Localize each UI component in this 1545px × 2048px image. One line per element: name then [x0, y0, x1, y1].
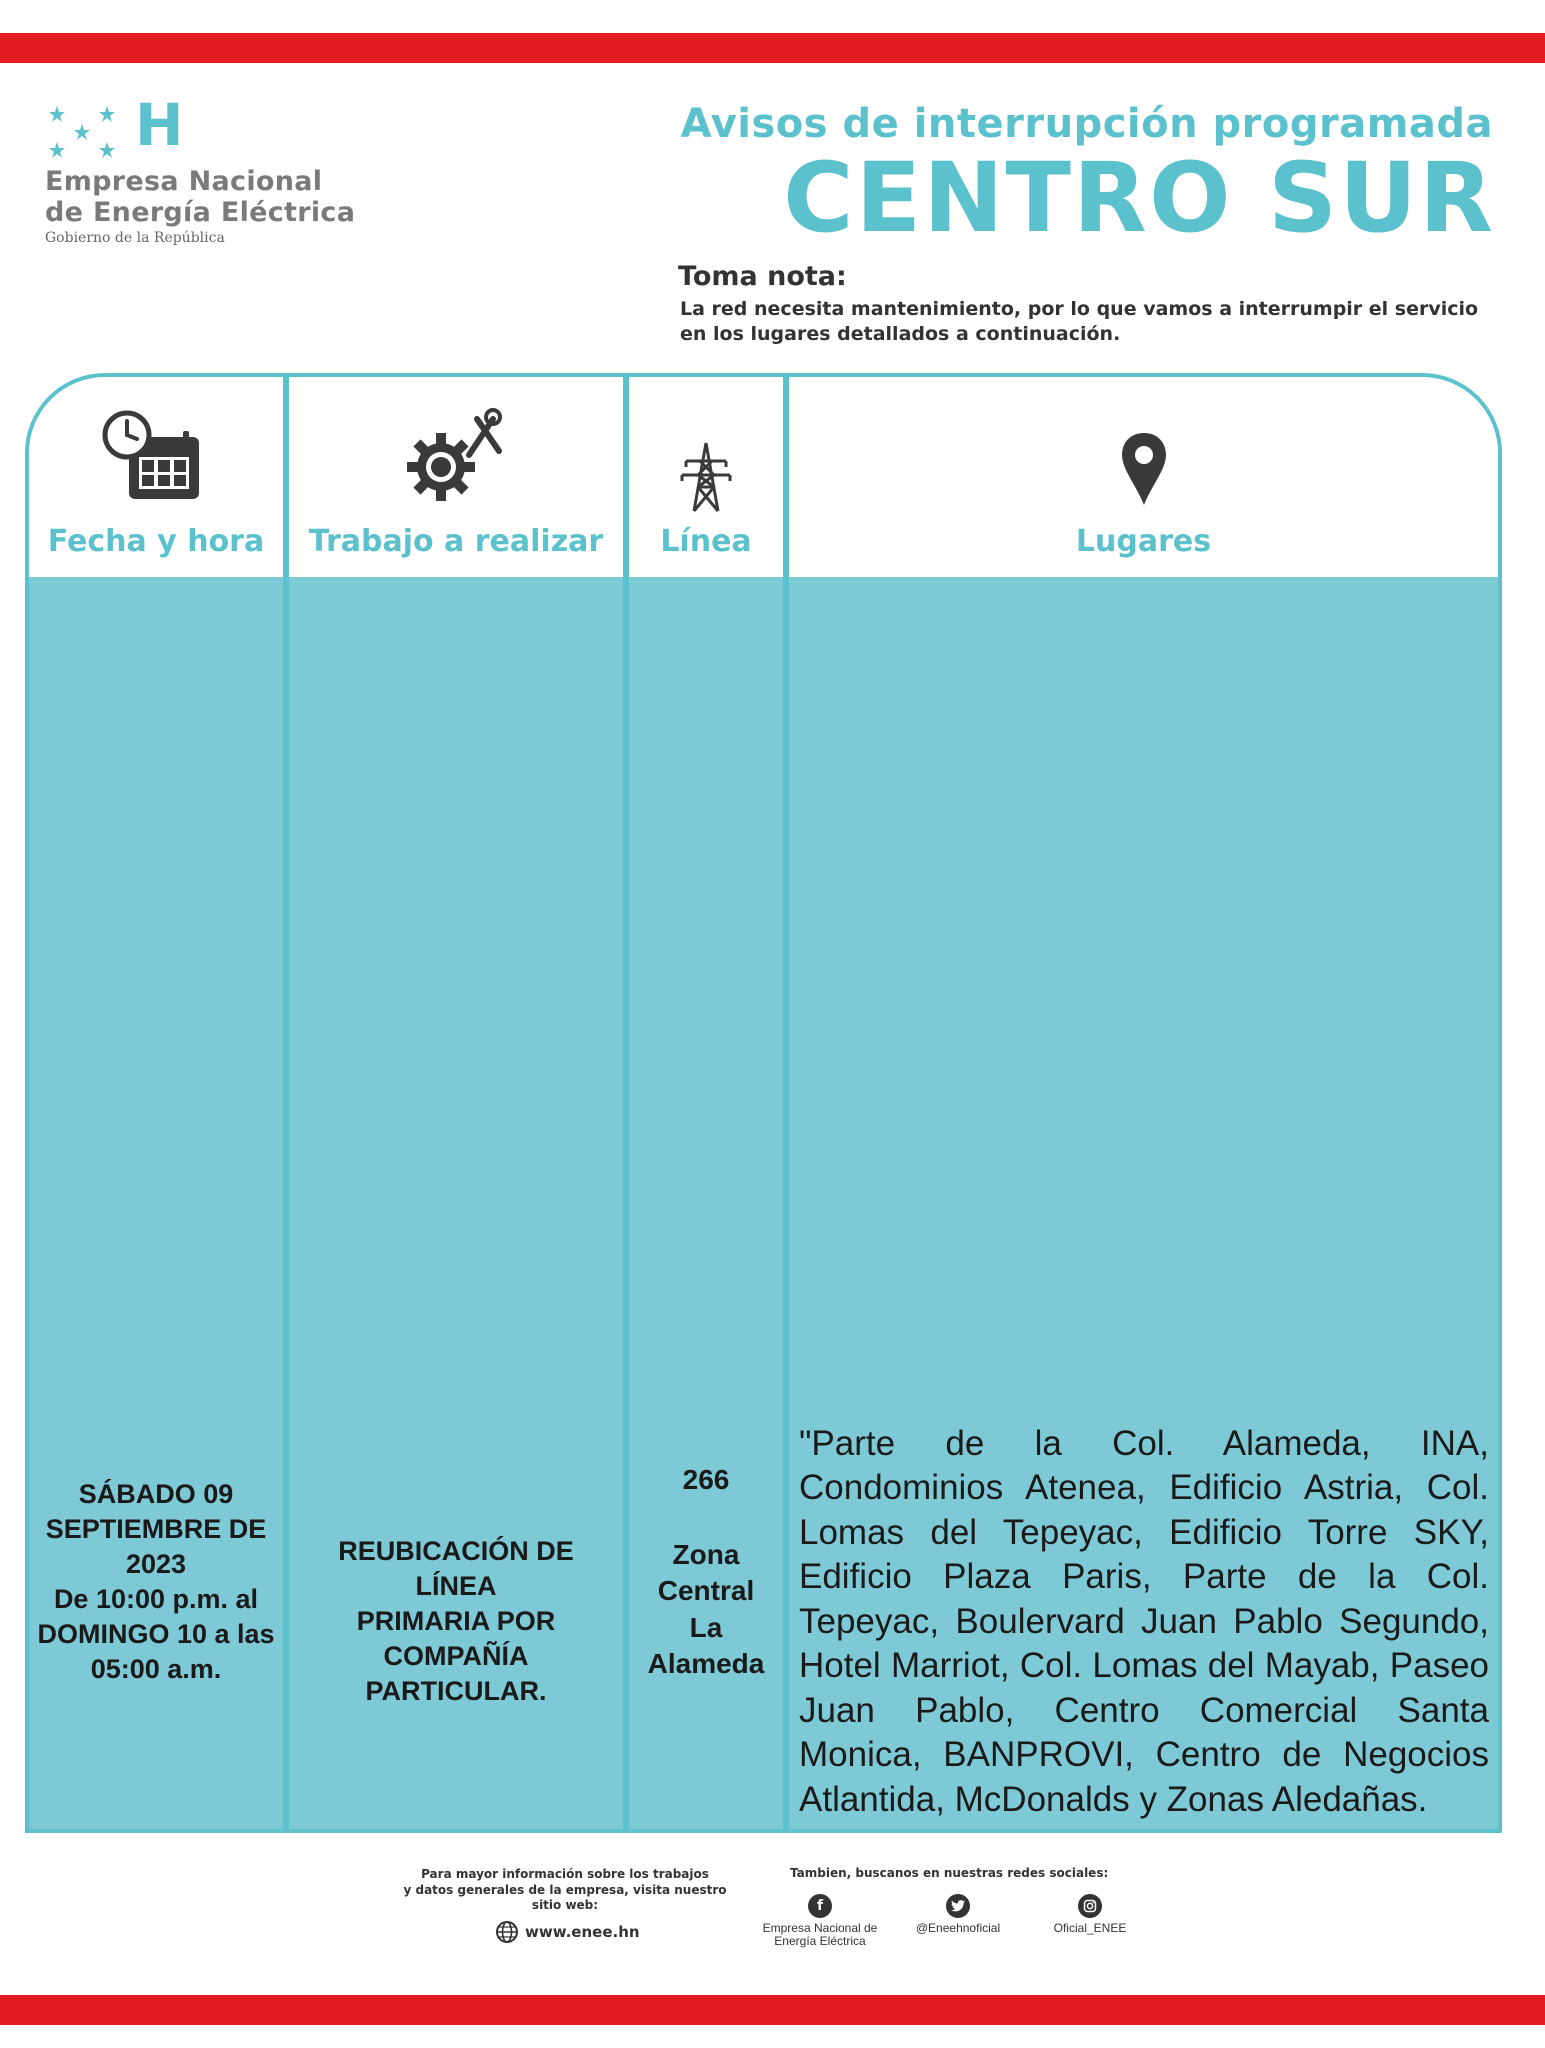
- facebook-icon: f: [808, 1894, 832, 1918]
- header-cell-work: [289, 377, 623, 572]
- footer-info-line: Para mayor información sobre los trabajos: [421, 1867, 709, 1881]
- footer-info-line: sitio web:: [531, 1898, 599, 1913]
- org-name-line2: de Energía Eléctrica: [45, 197, 356, 229]
- instagram-label: Oficial_ENEE: [1053, 1921, 1127, 1935]
- stars-icon: [45, 104, 125, 164]
- date-line: 05:00 a.m.: [90, 1654, 222, 1685]
- places-text: "Parte de la Col. Alameda, INA, Condominios Atenea, Edificio Astria, Col. Lomas del Tepeyac, Edificio Torre SKY, Edificio Plaza Paris, Parte de la Col. Tepeyac, Boulervard Juan Pablo Segundo, Hotel Marriot, Col. Lomas del Mayab, Paseo Juan Pablo, Centro Comercial Santa Monica, BANPROVI, Centro de Negocios Atlantida, McDonalds y Zonas Aledañas.: [799, 1424, 1489, 1819]
- column-line: [629, 377, 783, 1829]
- work-text: [289, 1534, 623, 1709]
- footer-info: [400, 1867, 730, 1914]
- column-date: [29, 377, 283, 1829]
- page-subtitle: Avisos de interrupción programada: [680, 101, 1493, 147]
- date-line: SEPTIEMBRE DE: [45, 1514, 267, 1545]
- note-line-2: en los lugares detallados a continuación.: [680, 322, 1121, 345]
- header-cell-line: [629, 377, 783, 572]
- logo-mark: H: [135, 91, 184, 159]
- note-line-1: La red necesita mantenimiento, por lo que vamos a interrumpir el servicio: [680, 298, 1479, 320]
- facebook-link[interactable]: [755, 1894, 885, 1948]
- twitter-label: @Eneehnoficial: [915, 1921, 1001, 1935]
- org-name-line1: Empresa Nacional: [45, 166, 323, 197]
- twitter-icon: [946, 1894, 970, 1918]
- line-zone-line: Central: [657, 1575, 755, 1607]
- note-title: Toma nota:: [678, 261, 847, 292]
- body-cell-date: [29, 577, 283, 1829]
- note-text: [680, 297, 1500, 346]
- work-line: REUBICACIÓN DE LÍNEA: [338, 1536, 574, 1602]
- line-zone: [629, 1537, 783, 1610]
- website-link[interactable]: [495, 1920, 640, 1944]
- top-red-bar: [0, 33, 1545, 63]
- work-line: PRIMARIA POR: [356, 1606, 556, 1637]
- outage-table: [25, 373, 1502, 1833]
- facebook-label: [755, 1922, 885, 1948]
- website-text: www.enee.hn: [525, 1923, 640, 1941]
- calendar-clock-icon: [101, 405, 211, 515]
- column-places: [789, 377, 1498, 1829]
- date-text: [29, 1477, 283, 1688]
- column-work: [289, 377, 623, 1829]
- twitter-link[interactable]: [893, 1894, 1023, 1935]
- line-zone-line: Zona: [672, 1539, 740, 1570]
- header-cell-places: [789, 377, 1498, 572]
- header-label-places: Lugares: [1075, 524, 1212, 559]
- line-number: 266: [682, 1464, 730, 1495]
- date-line: De 10:00 p.m. al: [53, 1584, 259, 1615]
- facebook-label-line: Empresa Nacional de: [762, 1921, 878, 1935]
- body-cell-places: [789, 577, 1498, 1829]
- government-label: Gobierno de la República: [45, 230, 225, 246]
- instagram-icon: [1078, 1894, 1102, 1918]
- line-place-line: La: [689, 1612, 723, 1643]
- date-line: 2023: [125, 1549, 187, 1580]
- header-label-date: Fecha y hora: [47, 524, 265, 559]
- org-name: [45, 166, 385, 228]
- instagram-link[interactable]: [1025, 1894, 1155, 1935]
- date-line: DOMINGO 10 a las: [37, 1619, 275, 1650]
- map-pin-icon: [1114, 405, 1174, 515]
- globe-icon: [495, 1920, 519, 1944]
- body-cell-line: [629, 577, 783, 1829]
- header-label-line: Línea: [660, 524, 752, 559]
- power-tower-icon: [676, 405, 736, 515]
- line-place: [629, 1610, 783, 1683]
- work-line: COMPAÑÍA PARTICULAR.: [365, 1641, 547, 1707]
- gear-tools-icon: [401, 405, 511, 515]
- footer-info-line: y datos generales de la empresa, visita nuestro: [403, 1882, 727, 1897]
- social-title: Tambien, buscanos en nuestras redes sociales:: [790, 1866, 1109, 1880]
- facebook-label-line: Energía Eléctrica: [774, 1934, 866, 1949]
- body-cell-work: [289, 577, 623, 1829]
- line-place-line: Alameda: [647, 1648, 765, 1680]
- bottom-red-bar: [0, 1995, 1545, 2025]
- header-cell-date: [29, 377, 283, 572]
- page-title: CENTRO SUR: [783, 142, 1495, 254]
- header-label-work: Trabajo a realizar: [308, 524, 604, 559]
- date-line: SÁBADO 09: [78, 1479, 234, 1509]
